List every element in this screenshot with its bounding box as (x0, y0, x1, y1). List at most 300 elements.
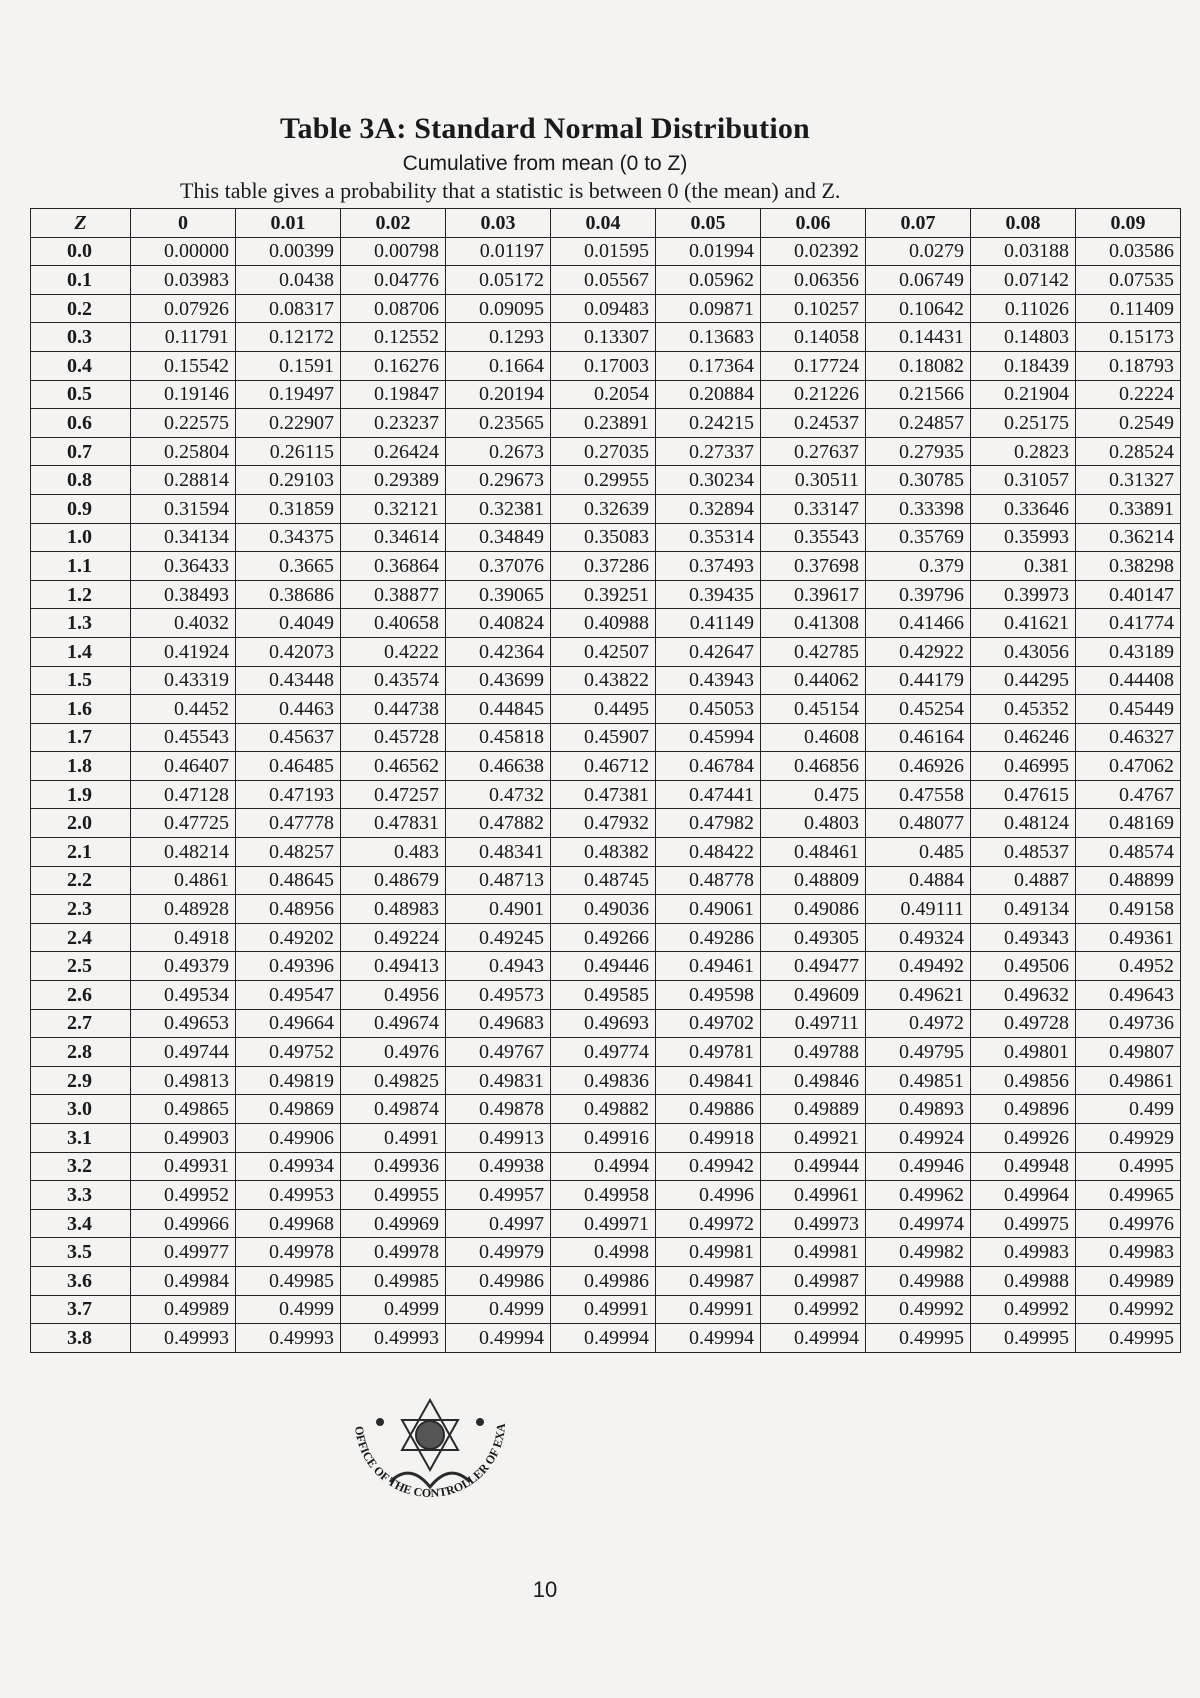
probability-cell: 0.1664 (446, 351, 551, 380)
probability-cell: 0.49831 (446, 1066, 551, 1095)
probability-cell: 0.49982 (866, 1238, 971, 1267)
table-row (31, 895, 1181, 924)
probability-cell: 0.49856 (971, 1066, 1076, 1095)
probability-cell: 0.48169 (1076, 809, 1181, 838)
probability-cell: 0.31327 (1076, 466, 1181, 495)
probability-cell: 0.48341 (446, 838, 551, 867)
probability-cell: 0.49767 (446, 1038, 551, 1067)
probability-cell: 0.20884 (656, 380, 761, 409)
z-value-cell: 3.7 (31, 1295, 131, 1324)
probability-cell: 0.49693 (551, 1009, 656, 1038)
probability-cell: 0.49361 (1076, 923, 1181, 952)
table-row (31, 637, 1181, 666)
table-row (31, 409, 1181, 438)
probability-cell: 0.39251 (551, 580, 656, 609)
probability-cell: 0.44845 (446, 695, 551, 724)
probability-cell: 0.46562 (341, 752, 446, 781)
probability-cell: 0.01994 (656, 237, 761, 266)
probability-cell: 0.47441 (656, 780, 761, 809)
probability-cell: 0.48461 (761, 838, 866, 867)
probability-cell: 0.49986 (446, 1266, 551, 1295)
probability-cell: 0.49061 (656, 895, 761, 924)
probability-cell: 0.44738 (341, 695, 446, 724)
probability-cell: 0.48809 (761, 866, 866, 895)
probability-cell: 0.49851 (866, 1066, 971, 1095)
probability-cell: 0.4884 (866, 866, 971, 895)
probability-cell: 0.49446 (551, 952, 656, 981)
probability-cell: 0.49643 (1076, 981, 1181, 1010)
probability-cell: 0.4049 (236, 609, 341, 638)
probability-cell: 0.48422 (656, 838, 761, 867)
probability-cell: 0.48713 (446, 866, 551, 895)
probability-cell: 0.11409 (1076, 294, 1181, 323)
probability-cell: 0.49807 (1076, 1038, 1181, 1067)
table-row (31, 351, 1181, 380)
seal-text: OFFICE OF THE CONTROLLER OF EXA (352, 1422, 509, 1501)
probability-cell: 0.26424 (341, 437, 446, 466)
probability-cell: 0.03983 (131, 266, 236, 295)
probability-cell: 0.37286 (551, 552, 656, 581)
probability-cell: 0.49874 (341, 1095, 446, 1124)
probability-cell: 0.07142 (971, 266, 1076, 295)
probability-cell: 0.49461 (656, 952, 761, 981)
probability-cell: 0.47778 (236, 809, 341, 838)
probability-cell: 0.18793 (1076, 351, 1181, 380)
probability-cell: 0.48645 (236, 866, 341, 895)
controller-seal (330, 1392, 530, 1542)
probability-cell: 0.28814 (131, 466, 236, 495)
column-header: 0.08 (971, 209, 1076, 238)
probability-cell: 0.44062 (761, 666, 866, 695)
probability-cell: 0.49936 (341, 1152, 446, 1181)
table-row (31, 1124, 1181, 1153)
probability-cell: 0.49968 (236, 1209, 341, 1238)
table-row (31, 981, 1181, 1010)
probability-cell: 0.27337 (656, 437, 761, 466)
probability-cell: 0.20194 (446, 380, 551, 409)
probability-cell: 0.21566 (866, 380, 971, 409)
probability-cell: 0.49944 (761, 1152, 866, 1181)
probability-cell: 0.45994 (656, 723, 761, 752)
probability-cell: 0.18082 (866, 351, 971, 380)
probability-cell: 0.31594 (131, 494, 236, 523)
probability-cell: 0.17724 (761, 351, 866, 380)
table-description: This table gives a probability that a statistic is between 0 (the mean) and Z. (180, 178, 841, 203)
probability-cell: 0.49878 (446, 1095, 551, 1124)
z-value-cell: 0.7 (31, 437, 131, 466)
probability-cell: 0.49379 (131, 952, 236, 981)
probability-cell: 0.49653 (131, 1009, 236, 1038)
probability-cell: 0.4943 (446, 952, 551, 981)
table-row (31, 1066, 1181, 1095)
probability-cell: 0.08706 (341, 294, 446, 323)
z-value-cell: 1.9 (31, 780, 131, 809)
probability-cell: 0.49795 (866, 1038, 971, 1067)
table-row (31, 809, 1181, 838)
table-body (31, 237, 1181, 1352)
table-row (31, 1266, 1181, 1295)
probability-cell: 0.34375 (236, 523, 341, 552)
probability-cell: 0.49728 (971, 1009, 1076, 1038)
probability-cell: 0.27035 (551, 437, 656, 466)
probability-cell: 0.22907 (236, 409, 341, 438)
probability-cell: 0.49774 (551, 1038, 656, 1067)
probability-cell: 0.27637 (761, 437, 866, 466)
probability-cell: 0.49324 (866, 923, 971, 952)
probability-cell: 0.4994 (551, 1152, 656, 1181)
probability-cell: 0.39065 (446, 580, 551, 609)
probability-cell: 0.4997 (446, 1209, 551, 1238)
probability-cell: 0.24857 (866, 409, 971, 438)
probability-cell: 0.49958 (551, 1181, 656, 1210)
probability-cell: 0.4998 (551, 1238, 656, 1267)
z-value-cell: 3.3 (31, 1181, 131, 1210)
probability-cell: 0.4803 (761, 809, 866, 838)
probability-cell: 0.4999 (236, 1295, 341, 1324)
probability-cell: 0.42785 (761, 637, 866, 666)
probability-cell: 0.49086 (761, 895, 866, 924)
probability-cell: 0.49981 (656, 1238, 761, 1267)
probability-cell: 0.30234 (656, 466, 761, 495)
column-header: 0.05 (656, 209, 761, 238)
probability-cell: 0.46485 (236, 752, 341, 781)
probability-cell: 0.43056 (971, 637, 1076, 666)
probability-cell: 0.49882 (551, 1095, 656, 1124)
probability-cell: 0.49492 (866, 952, 971, 981)
z-value-cell: 2.2 (31, 866, 131, 895)
probability-cell: 0.32121 (341, 494, 446, 523)
probability-cell: 0.4999 (446, 1295, 551, 1324)
probability-cell: 0.34134 (131, 523, 236, 552)
probability-cell: 0.25175 (971, 409, 1076, 438)
probability-cell: 0.10257 (761, 294, 866, 323)
probability-cell: 0.35993 (971, 523, 1076, 552)
probability-cell: 0.15173 (1076, 323, 1181, 352)
page-subtitle: Cumulative from mean (0 to Z) (402, 152, 688, 175)
probability-cell: 0.1293 (446, 323, 551, 352)
probability-cell: 0.49994 (551, 1324, 656, 1353)
probability-cell: 0.49918 (656, 1124, 761, 1153)
table-row (31, 1295, 1181, 1324)
probability-cell: 0.49981 (761, 1238, 866, 1267)
probability-cell: 0.49979 (446, 1238, 551, 1267)
probability-cell: 0.42647 (656, 637, 761, 666)
probability-cell: 0.21904 (971, 380, 1076, 409)
probability-cell: 0.05172 (446, 266, 551, 295)
probability-cell: 0.32894 (656, 494, 761, 523)
z-value-cell: 1.7 (31, 723, 131, 752)
probability-cell: 0.49286 (656, 923, 761, 952)
z-value-cell: 2.3 (31, 895, 131, 924)
probability-cell: 0.07926 (131, 294, 236, 323)
z-value-cell: 3.1 (31, 1124, 131, 1153)
probability-cell: 0.46784 (656, 752, 761, 781)
probability-cell: 0.49801 (971, 1038, 1076, 1067)
probability-cell: 0.48214 (131, 838, 236, 867)
z-value-cell: 2.5 (31, 952, 131, 981)
probability-cell: 0.43943 (656, 666, 761, 695)
probability-cell: 0.09871 (656, 294, 761, 323)
probability-cell: 0.49952 (131, 1181, 236, 1210)
probability-cell: 0.49995 (971, 1324, 1076, 1353)
table-row (31, 266, 1181, 295)
probability-cell: 0.45352 (971, 695, 1076, 724)
probability-cell: 0.49989 (131, 1295, 236, 1324)
probability-cell: 0.49609 (761, 981, 866, 1010)
probability-cell: 0.47128 (131, 780, 236, 809)
probability-cell: 0.38298 (1076, 552, 1181, 581)
probability-cell: 0.12552 (341, 323, 446, 352)
star-emblem-icon (377, 1400, 483, 1487)
probability-cell: 0.45818 (446, 723, 551, 752)
probability-cell: 0.2054 (551, 380, 656, 409)
probability-cell: 0.49926 (971, 1124, 1076, 1153)
probability-cell: 0.45154 (761, 695, 866, 724)
probability-cell: 0.49976 (1076, 1209, 1181, 1238)
probability-cell: 0.49993 (131, 1324, 236, 1353)
probability-cell: 0.3665 (236, 552, 341, 581)
z-value-cell: 0.8 (31, 466, 131, 495)
probability-cell: 0.49869 (236, 1095, 341, 1124)
z-value-cell: 1.5 (31, 666, 131, 695)
probability-cell: 0.49988 (866, 1266, 971, 1295)
probability-cell: 0.31057 (971, 466, 1076, 495)
probability-cell: 0.2673 (446, 437, 551, 466)
probability-cell: 0.09095 (446, 294, 551, 323)
probability-cell: 0.49993 (236, 1324, 341, 1353)
probability-cell: 0.48679 (341, 866, 446, 895)
table-row (31, 1181, 1181, 1210)
probability-cell: 0.49987 (761, 1266, 866, 1295)
probability-cell: 0.49978 (341, 1238, 446, 1267)
probability-cell: 0.4767 (1076, 780, 1181, 809)
probability-cell: 0.49991 (656, 1295, 761, 1324)
z-value-cell: 1.6 (31, 695, 131, 724)
table-row (31, 1209, 1181, 1238)
probability-cell: 0.49992 (761, 1295, 866, 1324)
z-value-cell: 0.3 (31, 323, 131, 352)
probability-cell: 0.48257 (236, 838, 341, 867)
probability-cell: 0.35769 (866, 523, 971, 552)
z-value-cell: 2.4 (31, 923, 131, 952)
probability-cell: 0.49986 (551, 1266, 656, 1295)
z-value-cell: 3.8 (31, 1324, 131, 1353)
z-value-cell: 0.1 (31, 266, 131, 295)
table-row (31, 380, 1181, 409)
probability-cell: 0.46246 (971, 723, 1076, 752)
z-value-cell: 0.6 (31, 409, 131, 438)
probability-cell: 0.17364 (656, 351, 761, 380)
probability-cell: 0.49674 (341, 1009, 446, 1038)
probability-cell: 0.4732 (446, 780, 551, 809)
probability-cell: 0.31859 (236, 494, 341, 523)
probability-cell: 0.13307 (551, 323, 656, 352)
probability-cell: 0.45449 (1076, 695, 1181, 724)
probability-cell: 0.2549 (1076, 409, 1181, 438)
probability-cell: 0.46164 (866, 723, 971, 752)
probability-cell: 0.49977 (131, 1238, 236, 1267)
probability-cell: 0.47257 (341, 780, 446, 809)
probability-cell: 0.49995 (866, 1324, 971, 1353)
probability-cell: 0.49978 (236, 1238, 341, 1267)
probability-cell: 0.21226 (761, 380, 866, 409)
table-row (31, 952, 1181, 981)
probability-cell: 0.45637 (236, 723, 341, 752)
probability-cell: 0.49477 (761, 952, 866, 981)
probability-cell: 0.49711 (761, 1009, 866, 1038)
probability-cell: 0.379 (866, 552, 971, 581)
probability-cell: 0.49224 (341, 923, 446, 952)
probability-cell: 0.01595 (551, 237, 656, 266)
probability-cell: 0.47982 (656, 809, 761, 838)
probability-cell: 0.4452 (131, 695, 236, 724)
probability-cell: 0.49893 (866, 1095, 971, 1124)
probability-cell: 0.41924 (131, 637, 236, 666)
probability-cell: 0.49343 (971, 923, 1076, 952)
probability-cell: 0.48574 (1076, 838, 1181, 867)
probability-cell: 0.36433 (131, 552, 236, 581)
probability-cell: 0.49994 (656, 1324, 761, 1353)
z-value-cell: 2.7 (31, 1009, 131, 1038)
page-title: Table 3A: Standard Normal Distribution (280, 112, 810, 145)
probability-cell: 0.49995 (1076, 1324, 1181, 1353)
probability-cell: 0.4952 (1076, 952, 1181, 981)
probability-cell: 0.06356 (761, 266, 866, 295)
probability-cell: 0.49683 (446, 1009, 551, 1038)
probability-cell: 0.49865 (131, 1095, 236, 1124)
probability-cell: 0.49975 (971, 1209, 1076, 1238)
probability-cell: 0.49921 (761, 1124, 866, 1153)
probability-cell: 0.43319 (131, 666, 236, 695)
probability-cell: 0.41308 (761, 609, 866, 638)
page-number: 10 (532, 1577, 558, 1602)
z-value-cell: 3.2 (31, 1152, 131, 1181)
probability-cell: 0.32639 (551, 494, 656, 523)
probability-cell: 0.4918 (131, 923, 236, 952)
probability-cell: 0.11791 (131, 323, 236, 352)
probability-cell: 0.14803 (971, 323, 1076, 352)
probability-cell: 0.49955 (341, 1181, 446, 1210)
probability-cell: 0.05962 (656, 266, 761, 295)
probability-cell: 0.49861 (1076, 1066, 1181, 1095)
probability-cell: 0.49585 (551, 981, 656, 1010)
z-value-cell: 0.9 (31, 494, 131, 523)
probability-cell: 0.2224 (1076, 380, 1181, 409)
probability-cell: 0.09483 (551, 294, 656, 323)
probability-cell: 0.49134 (971, 895, 1076, 924)
column-header: 0.03 (446, 209, 551, 238)
probability-cell: 0.4608 (761, 723, 866, 752)
probability-cell: 0.30511 (761, 466, 866, 495)
z-value-cell: 2.9 (31, 1066, 131, 1095)
probability-cell: 0.48928 (131, 895, 236, 924)
probability-cell: 0.45728 (341, 723, 446, 752)
probability-cell: 0.49158 (1076, 895, 1181, 924)
probability-cell: 0.49924 (866, 1124, 971, 1153)
probability-cell: 0.4901 (446, 895, 551, 924)
table-row (31, 523, 1181, 552)
probability-cell: 0.0438 (236, 266, 341, 295)
probability-cell: 0.49752 (236, 1038, 341, 1067)
probability-cell: 0.49846 (761, 1066, 866, 1095)
probability-cell: 0.49788 (761, 1038, 866, 1067)
z-value-cell: 3.5 (31, 1238, 131, 1267)
probability-cell: 0.39973 (971, 580, 1076, 609)
table-row (31, 838, 1181, 867)
probability-cell: 0.48382 (551, 838, 656, 867)
probability-cell: 0.47882 (446, 809, 551, 838)
probability-cell: 0.49953 (236, 1181, 341, 1210)
probability-cell: 0.49965 (1076, 1181, 1181, 1210)
z-value-cell: 1.8 (31, 752, 131, 781)
probability-cell: 0.28524 (1076, 437, 1181, 466)
probability-cell: 0.14431 (866, 323, 971, 352)
probability-cell: 0.46995 (971, 752, 1076, 781)
probability-cell: 0.49916 (551, 1124, 656, 1153)
seal-graphic (330, 1392, 530, 1542)
probability-cell: 0.17003 (551, 351, 656, 380)
table-row (31, 609, 1181, 638)
probability-cell: 0.49413 (341, 952, 446, 981)
probability-cell: 0.49985 (236, 1266, 341, 1295)
probability-cell: 0.49973 (761, 1209, 866, 1238)
probability-cell: 0.49934 (236, 1152, 341, 1181)
probability-cell: 0.33891 (1076, 494, 1181, 523)
probability-cell: 0.44408 (1076, 666, 1181, 695)
probability-cell: 0.49202 (236, 923, 341, 952)
probability-cell: 0.16276 (341, 351, 446, 380)
z-value-cell: 3.4 (31, 1209, 131, 1238)
probability-cell: 0.48899 (1076, 866, 1181, 895)
probability-cell: 0.48983 (341, 895, 446, 924)
table-row (31, 695, 1181, 724)
probability-cell: 0.4972 (866, 1009, 971, 1038)
probability-cell: 0.41149 (656, 609, 761, 638)
probability-cell: 0.00000 (131, 237, 236, 266)
probability-cell: 0.49961 (761, 1181, 866, 1210)
z-value-cell: 1.0 (31, 523, 131, 552)
probability-cell: 0.42073 (236, 637, 341, 666)
probability-cell: 0.11026 (971, 294, 1076, 323)
header-row (31, 209, 1181, 238)
column-header: 0.06 (761, 209, 866, 238)
probability-cell: 0.49896 (971, 1095, 1076, 1124)
probability-cell: 0.29389 (341, 466, 446, 495)
z-value-cell: 2.1 (31, 838, 131, 867)
probability-cell: 0.48778 (656, 866, 761, 895)
probability-cell: 0.49825 (341, 1066, 446, 1095)
probability-cell: 0.49985 (341, 1266, 446, 1295)
probability-cell: 0.39617 (761, 580, 866, 609)
table-row (31, 437, 1181, 466)
probability-cell: 0.18439 (971, 351, 1076, 380)
probability-cell: 0.49989 (1076, 1266, 1181, 1295)
probability-cell: 0.37076 (446, 552, 551, 581)
probability-cell: 0.46327 (1076, 723, 1181, 752)
probability-cell: 0.49396 (236, 952, 341, 981)
probability-cell: 0.43699 (446, 666, 551, 695)
probability-cell: 0.49962 (866, 1181, 971, 1210)
probability-cell: 0.49994 (761, 1324, 866, 1353)
probability-cell: 0.47193 (236, 780, 341, 809)
probability-cell: 0.49598 (656, 981, 761, 1010)
probability-cell: 0.4991 (341, 1124, 446, 1153)
probability-cell: 0.32381 (446, 494, 551, 523)
probability-cell: 0.49987 (656, 1266, 761, 1295)
probability-cell: 0.49702 (656, 1009, 761, 1038)
probability-cell: 0.49906 (236, 1124, 341, 1153)
probability-cell: 0.47381 (551, 780, 656, 809)
